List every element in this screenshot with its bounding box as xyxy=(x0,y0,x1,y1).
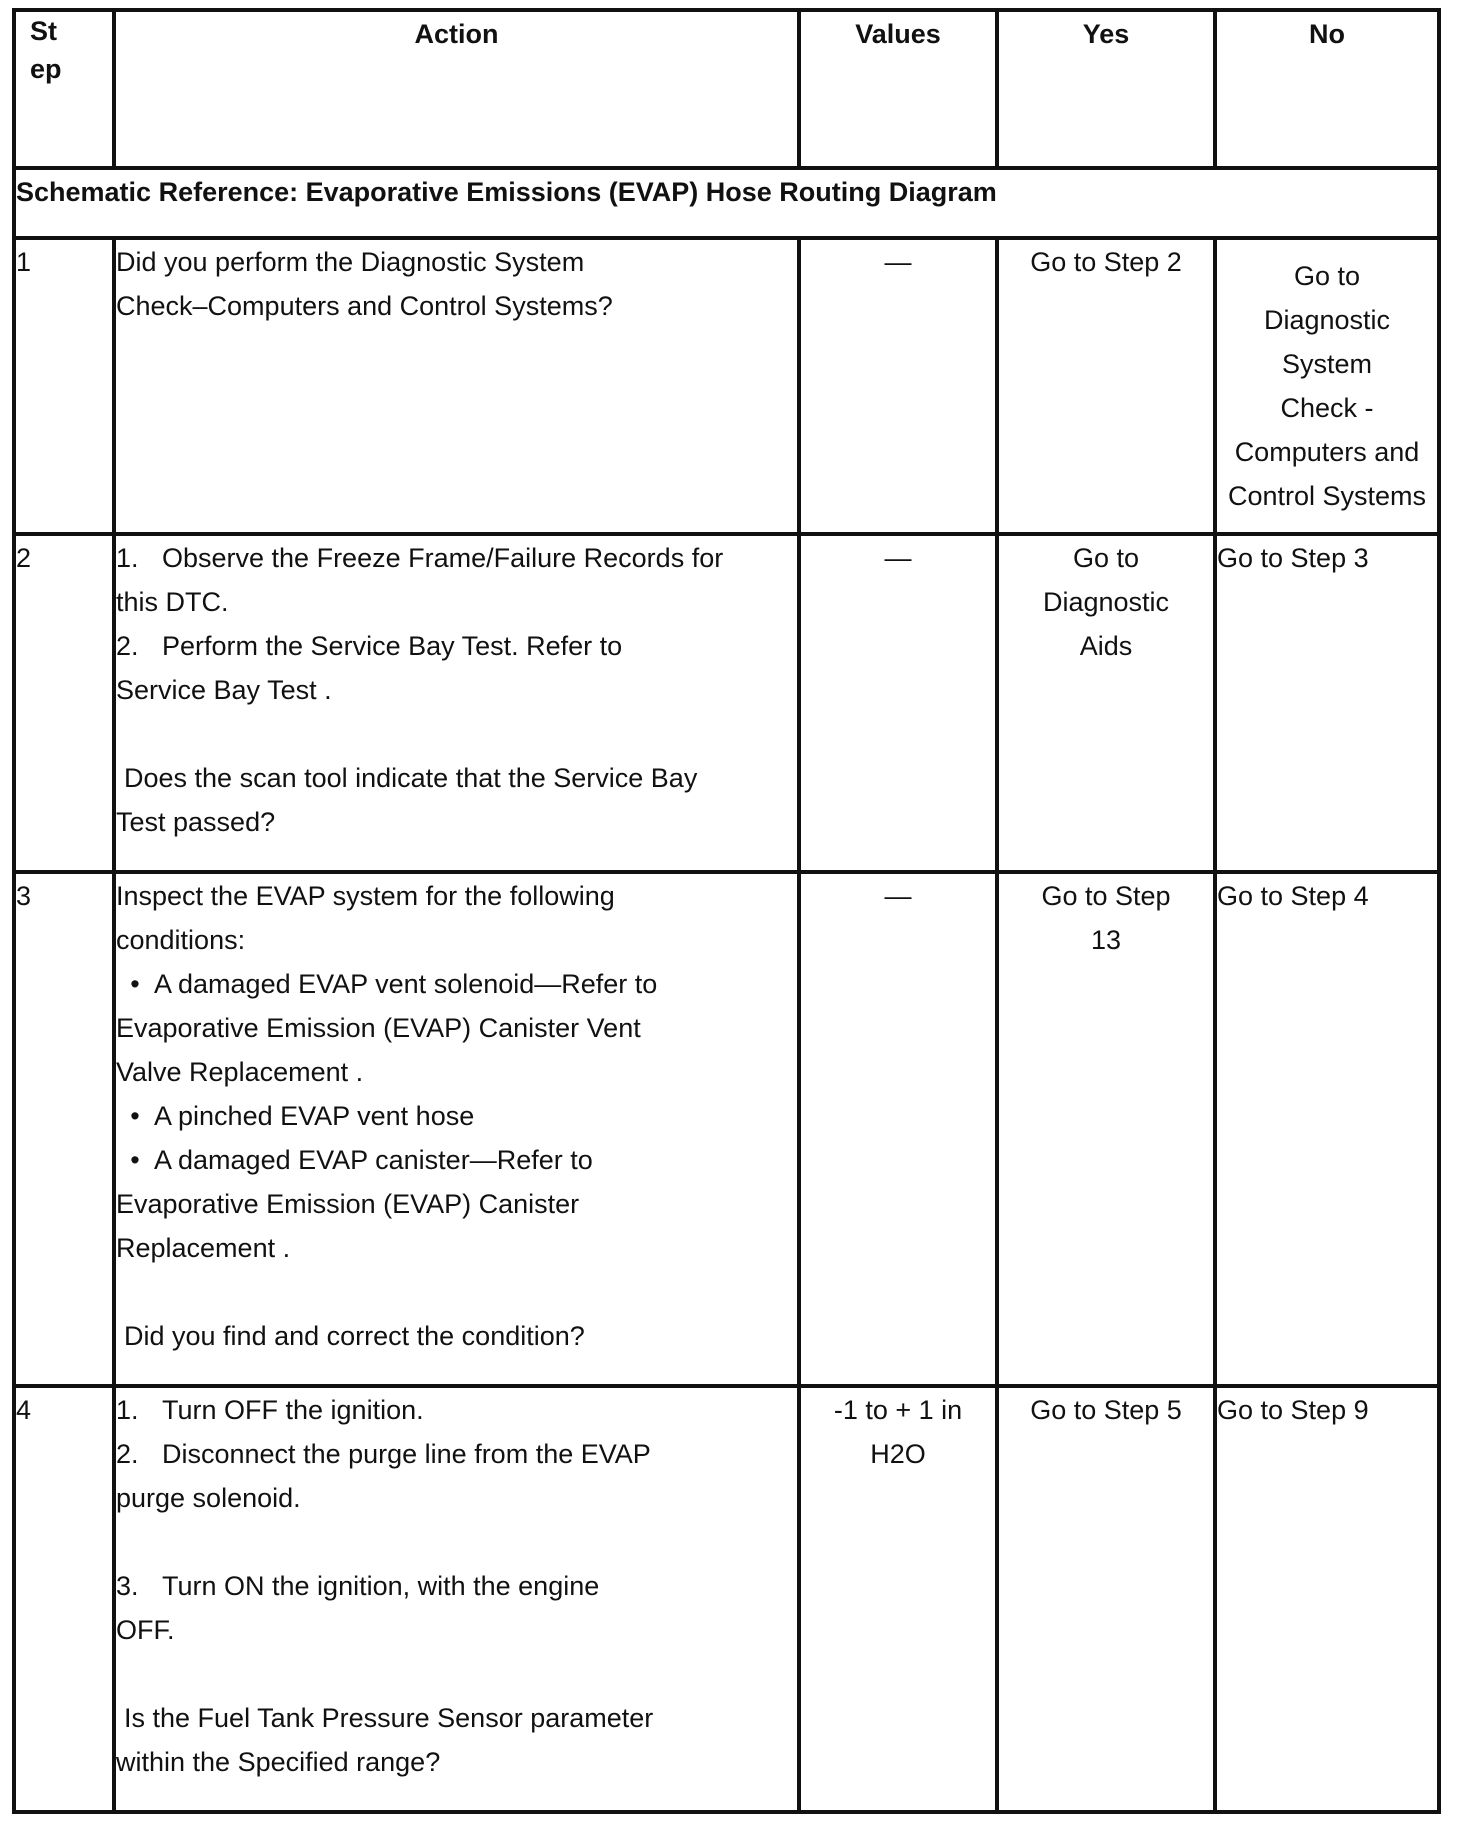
no-line: System xyxy=(1281,349,1373,379)
action-line: Service Bay Test . xyxy=(116,675,332,705)
action-line: Did you find and correct the condition? xyxy=(124,1321,585,1351)
table-row xyxy=(14,872,1439,1386)
action-line: OFF. xyxy=(116,1615,175,1645)
list-number: 3. xyxy=(116,1571,139,1601)
action-line: Check–Computers and Control Systems? xyxy=(116,291,613,321)
spacer xyxy=(116,712,797,756)
yes-line: Diagnostic xyxy=(1042,587,1170,617)
action-line: Did you perform the Diagnostic System xyxy=(116,247,585,277)
bullet-icon: • xyxy=(130,1101,140,1131)
no-cell: Go to Step 3 xyxy=(1215,534,1439,872)
no-line: Diagnostic xyxy=(1263,305,1391,335)
action-text: Perform the Service Bay Test. Refer to xyxy=(162,631,623,661)
action-text: Turn OFF the ignition. xyxy=(162,1395,424,1425)
diagnostic-table xyxy=(12,8,1441,1814)
list-number: 2. xyxy=(116,631,139,661)
action-line: conditions: xyxy=(116,925,246,955)
action-line xyxy=(116,1094,797,1138)
header-step-line2: ep xyxy=(30,54,62,84)
yes-line: Aids xyxy=(1079,631,1133,661)
header-row xyxy=(14,10,1439,168)
action-line: within the Specified range? xyxy=(116,1747,441,1777)
header-values: Values xyxy=(799,10,997,168)
action-line: Inspect the EVAP system for the following xyxy=(116,881,615,911)
values-cell: — xyxy=(799,534,997,872)
list-number: 1. xyxy=(116,543,139,573)
action-line: Is the Fuel Tank Pressure Sensor parameter xyxy=(124,1703,654,1733)
bullet-icon: • xyxy=(130,969,140,999)
no-line: Control Systems xyxy=(1227,481,1427,511)
no-cell xyxy=(1215,238,1439,534)
action-text: Turn ON the ignition, with the engine xyxy=(162,1571,600,1601)
no-line: Computers and xyxy=(1234,437,1420,467)
no-line: Check - xyxy=(1280,393,1374,423)
action-line: Does the scan tool indicate that the Service Bay xyxy=(124,763,698,793)
action-line: Replacement . xyxy=(116,1233,291,1263)
table-row xyxy=(14,534,1439,872)
yes-cell: Go to Step 5 xyxy=(997,1386,1215,1812)
action-line: Evaporative Emission (EVAP) Canister Vent xyxy=(116,1013,641,1043)
values-cell: — xyxy=(799,238,997,534)
step-number: 2 xyxy=(14,534,114,872)
action-text: A damaged EVAP vent solenoid—Refer to xyxy=(154,969,658,999)
values-cell: — xyxy=(799,872,997,1386)
action-line xyxy=(116,962,797,1006)
action-text: A damaged EVAP canister—Refer to xyxy=(154,1145,593,1175)
action-line xyxy=(116,624,797,668)
list-number: 2. xyxy=(116,1439,139,1469)
bullet-icon: • xyxy=(130,1145,140,1175)
yes-cell xyxy=(997,534,1215,872)
schematic-reference: Schematic Reference: Evaporative Emissions (EVAP) Hose Routing Diagram xyxy=(14,168,1439,238)
spacer xyxy=(116,1270,797,1314)
header-step-line1: St xyxy=(30,16,57,46)
action-text: Disconnect the purge line from the EVAP xyxy=(162,1439,651,1469)
no-line: Go to xyxy=(1293,261,1361,291)
action-text: Observe the Freeze Frame/Failure Records for xyxy=(162,543,724,573)
action-line xyxy=(116,536,797,580)
action-line xyxy=(116,1564,797,1608)
yes-line: Go to xyxy=(1072,543,1140,573)
action-line xyxy=(116,1432,797,1476)
step-number: 4 xyxy=(14,1386,114,1812)
yes-cell xyxy=(997,872,1215,1386)
action-line: this DTC. xyxy=(116,587,229,617)
header-yes: Yes xyxy=(997,10,1215,168)
action-cell xyxy=(114,238,799,534)
spacer xyxy=(116,1652,797,1696)
step-number: 1 xyxy=(14,238,114,534)
spacer xyxy=(116,1520,797,1564)
action-line: Test passed? xyxy=(116,807,276,837)
action-line xyxy=(116,1388,797,1432)
list-number: 1. xyxy=(116,1395,139,1425)
action-cell xyxy=(114,1386,799,1812)
yes-cell: Go to Step 2 xyxy=(997,238,1215,534)
values-line: -1 to + 1 in xyxy=(833,1395,963,1425)
action-line: purge solenoid. xyxy=(116,1483,301,1513)
action-line: Valve Replacement . xyxy=(116,1057,364,1087)
action-cell xyxy=(114,872,799,1386)
header-no: No xyxy=(1215,10,1439,168)
yes-line: Go to Step xyxy=(1041,881,1171,911)
schematic-row xyxy=(14,168,1439,238)
values-cell xyxy=(799,1386,997,1812)
yes-line: 13 xyxy=(1090,925,1122,955)
table-row xyxy=(14,238,1439,534)
action-cell xyxy=(114,534,799,872)
action-line: Evaporative Emission (EVAP) Canister xyxy=(116,1189,580,1219)
no-cell: Go to Step 4 xyxy=(1215,872,1439,1386)
step-number: 3 xyxy=(14,872,114,1386)
header-action: Action xyxy=(114,10,799,168)
table-row xyxy=(14,1386,1439,1812)
action-line xyxy=(116,1138,797,1182)
no-cell: Go to Step 9 xyxy=(1215,1386,1439,1812)
values-line: H2O xyxy=(870,1439,926,1469)
header-step xyxy=(14,10,114,168)
action-text: A pinched EVAP vent hose xyxy=(154,1101,475,1131)
